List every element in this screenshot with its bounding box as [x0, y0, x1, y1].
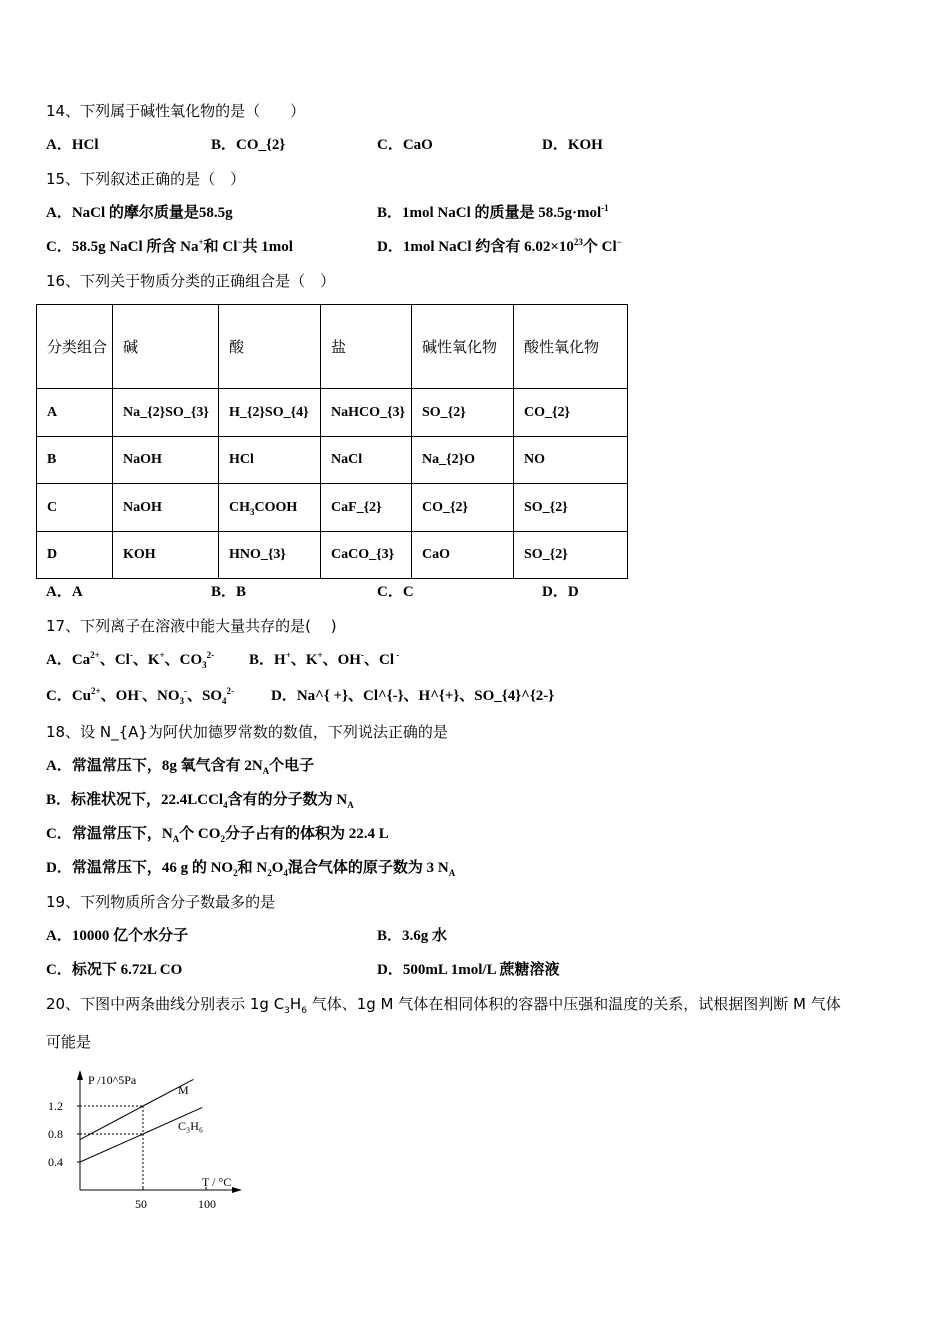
series-label-m: M	[178, 1083, 189, 1097]
y-tick-label: 0.8	[48, 1127, 63, 1141]
q14-option-c: C．CaO	[377, 137, 433, 153]
y-axis-arrow-icon	[77, 1070, 83, 1080]
table-cell: A	[37, 389, 113, 437]
q19-option-b: B．3.6g 水	[377, 928, 448, 944]
q19-stem: 19、下列物质所含分子数最多的是	[46, 893, 276, 911]
q19-option-a: A．10000 亿个水分子	[46, 928, 189, 944]
table-cell: H_{2}SO_{4}	[219, 389, 321, 437]
table-cell: D	[37, 532, 113, 579]
y-axis-label: P /10^5Pa	[88, 1073, 137, 1087]
q15-stem: 15、下列叙述正确的是（ ）	[46, 170, 246, 188]
table-cell: NaOH	[113, 484, 219, 532]
table-cell: KOH	[113, 532, 219, 579]
q14-option-b: B．CO_{2}	[211, 137, 286, 153]
q19-option-d: D．500mL 1mol/L 蔗糖溶液	[377, 962, 560, 978]
q17-option-b: B．H+、K+、OH-、Cl -	[249, 650, 400, 668]
table-cell: SO_{2}	[412, 389, 514, 437]
q17-option-a: A．$Ca^{2+}$、Cl-、K+、$CO_3^{2-}$	[46, 650, 215, 670]
q18-stem: 18、设 N_{A}为阿伏加德罗常数的数值，下列说法正确的是	[46, 723, 448, 741]
q16-option-a: A．A	[46, 584, 83, 600]
x-axis-arrow-icon	[232, 1187, 242, 1193]
q15-option-c: C．58.5g NaCl 所含 Na+和 Cl−共 1mol	[46, 237, 293, 255]
y-tick-label: 1.2	[48, 1099, 63, 1113]
q19-option-c: C．标况下 6.72L CO	[46, 962, 183, 978]
header-salt: 盐	[321, 305, 412, 389]
q16-stem: 16、下列关于物质分类的正确组合是（ ）	[46, 272, 336, 290]
q18-option-d: D．常温常压下，46 g 的 $NO_2$和 $N_2O_4$混合气体的原子数为 3 $N_A$	[46, 860, 456, 878]
table-cell: NaHCO_{3}	[321, 389, 412, 437]
table-cell: HCl	[219, 437, 321, 484]
q17-option-d: D．Na^{ +}、Cl^{-}、H^{+}、SO_{4}^{2-}	[271, 688, 555, 704]
q16-option-c: C．C	[377, 584, 414, 600]
q17-option-c: C．$Cu^{2+}$、OH-、$NO_3^-$、$SO_4^{2-}$	[46, 686, 235, 706]
q15-option-b: B．1mol NaCl 的质量是 58.5g·mol$^{-1}$	[377, 203, 609, 221]
table-cell: NO	[514, 437, 628, 484]
x-axis-label: T / °C	[202, 1175, 232, 1189]
header-acidic-oxide: 酸性氧化物	[514, 305, 628, 389]
q18-option-b: B．标准状况下，22.4LCCl$_4$含有的分子数为 $N_A$	[46, 792, 354, 810]
q16-option-d: D．D	[542, 584, 579, 600]
table-cell: CO_{2}	[514, 389, 628, 437]
table-cell: CaO	[412, 532, 514, 579]
q14-stem: 14、下列属于碱性氧化物的是（ ）	[46, 102, 306, 120]
table-cell: CaCO_{3}	[321, 532, 412, 579]
table-cell: SO_{2}	[514, 484, 628, 532]
y-tick-label: 0.4	[48, 1155, 63, 1169]
q18-option-a: A．常温常压下，8g 氧气含有 $2N_A$个电子	[46, 758, 315, 776]
table-cell: SO_{2}	[514, 532, 628, 579]
table-cell: C	[37, 484, 113, 532]
table-cell: Na_{2}O	[412, 437, 514, 484]
x-tick-label: 100	[198, 1197, 216, 1211]
series-line-0	[80, 1079, 193, 1139]
table-cell: NaOH	[113, 437, 219, 484]
x-tick-label: 50	[135, 1197, 147, 1211]
q15-option-a: A．NaCl 的摩尔质量是58.5g	[46, 205, 233, 221]
q20-stem: 20、下图中两条曲线分别表示 1g $C_3H_6$ 气体、1g M 气体在相同体积的容器中压强和温度的关系，试根据图判断 M 气体	[46, 995, 841, 1016]
table-cell: HNO_{3}	[219, 532, 321, 579]
table-cell: NaCl	[321, 437, 412, 484]
series-label-c3h6: C₃H₆	[178, 1119, 204, 1133]
series-line-1	[80, 1107, 202, 1162]
header-basic-oxide: 碱性氧化物	[412, 305, 514, 389]
q18-option-c: C．常温常压下，$N_A$个 $CO_2$分子占有的体积为 22.4 L	[46, 826, 389, 844]
table-cell: CaF_{2}	[321, 484, 412, 532]
q20-stem-cont: 可能是	[46, 1033, 92, 1051]
header-acid: 酸	[219, 305, 321, 389]
table-cell: B	[37, 437, 113, 484]
header-group: 分类组合	[37, 305, 113, 389]
table-cell: $CH_3COOH$	[219, 484, 321, 532]
q15-option-d: D．1mol NaCl 约含有 $6.02\times 10^{23}$个 Cl−	[377, 237, 622, 255]
header-base: 碱	[113, 305, 219, 389]
q14-option-a: A．HCl	[46, 137, 99, 153]
q17-stem: 17、下列离子在溶液中能大量共存的是( )	[46, 617, 337, 635]
q14-option-d: D．KOH	[542, 137, 603, 153]
q16-option-b: B．B	[211, 584, 247, 600]
table-cell: CO_{2}	[412, 484, 514, 532]
table-cell: Na_{2}SO_{3}	[113, 389, 219, 437]
